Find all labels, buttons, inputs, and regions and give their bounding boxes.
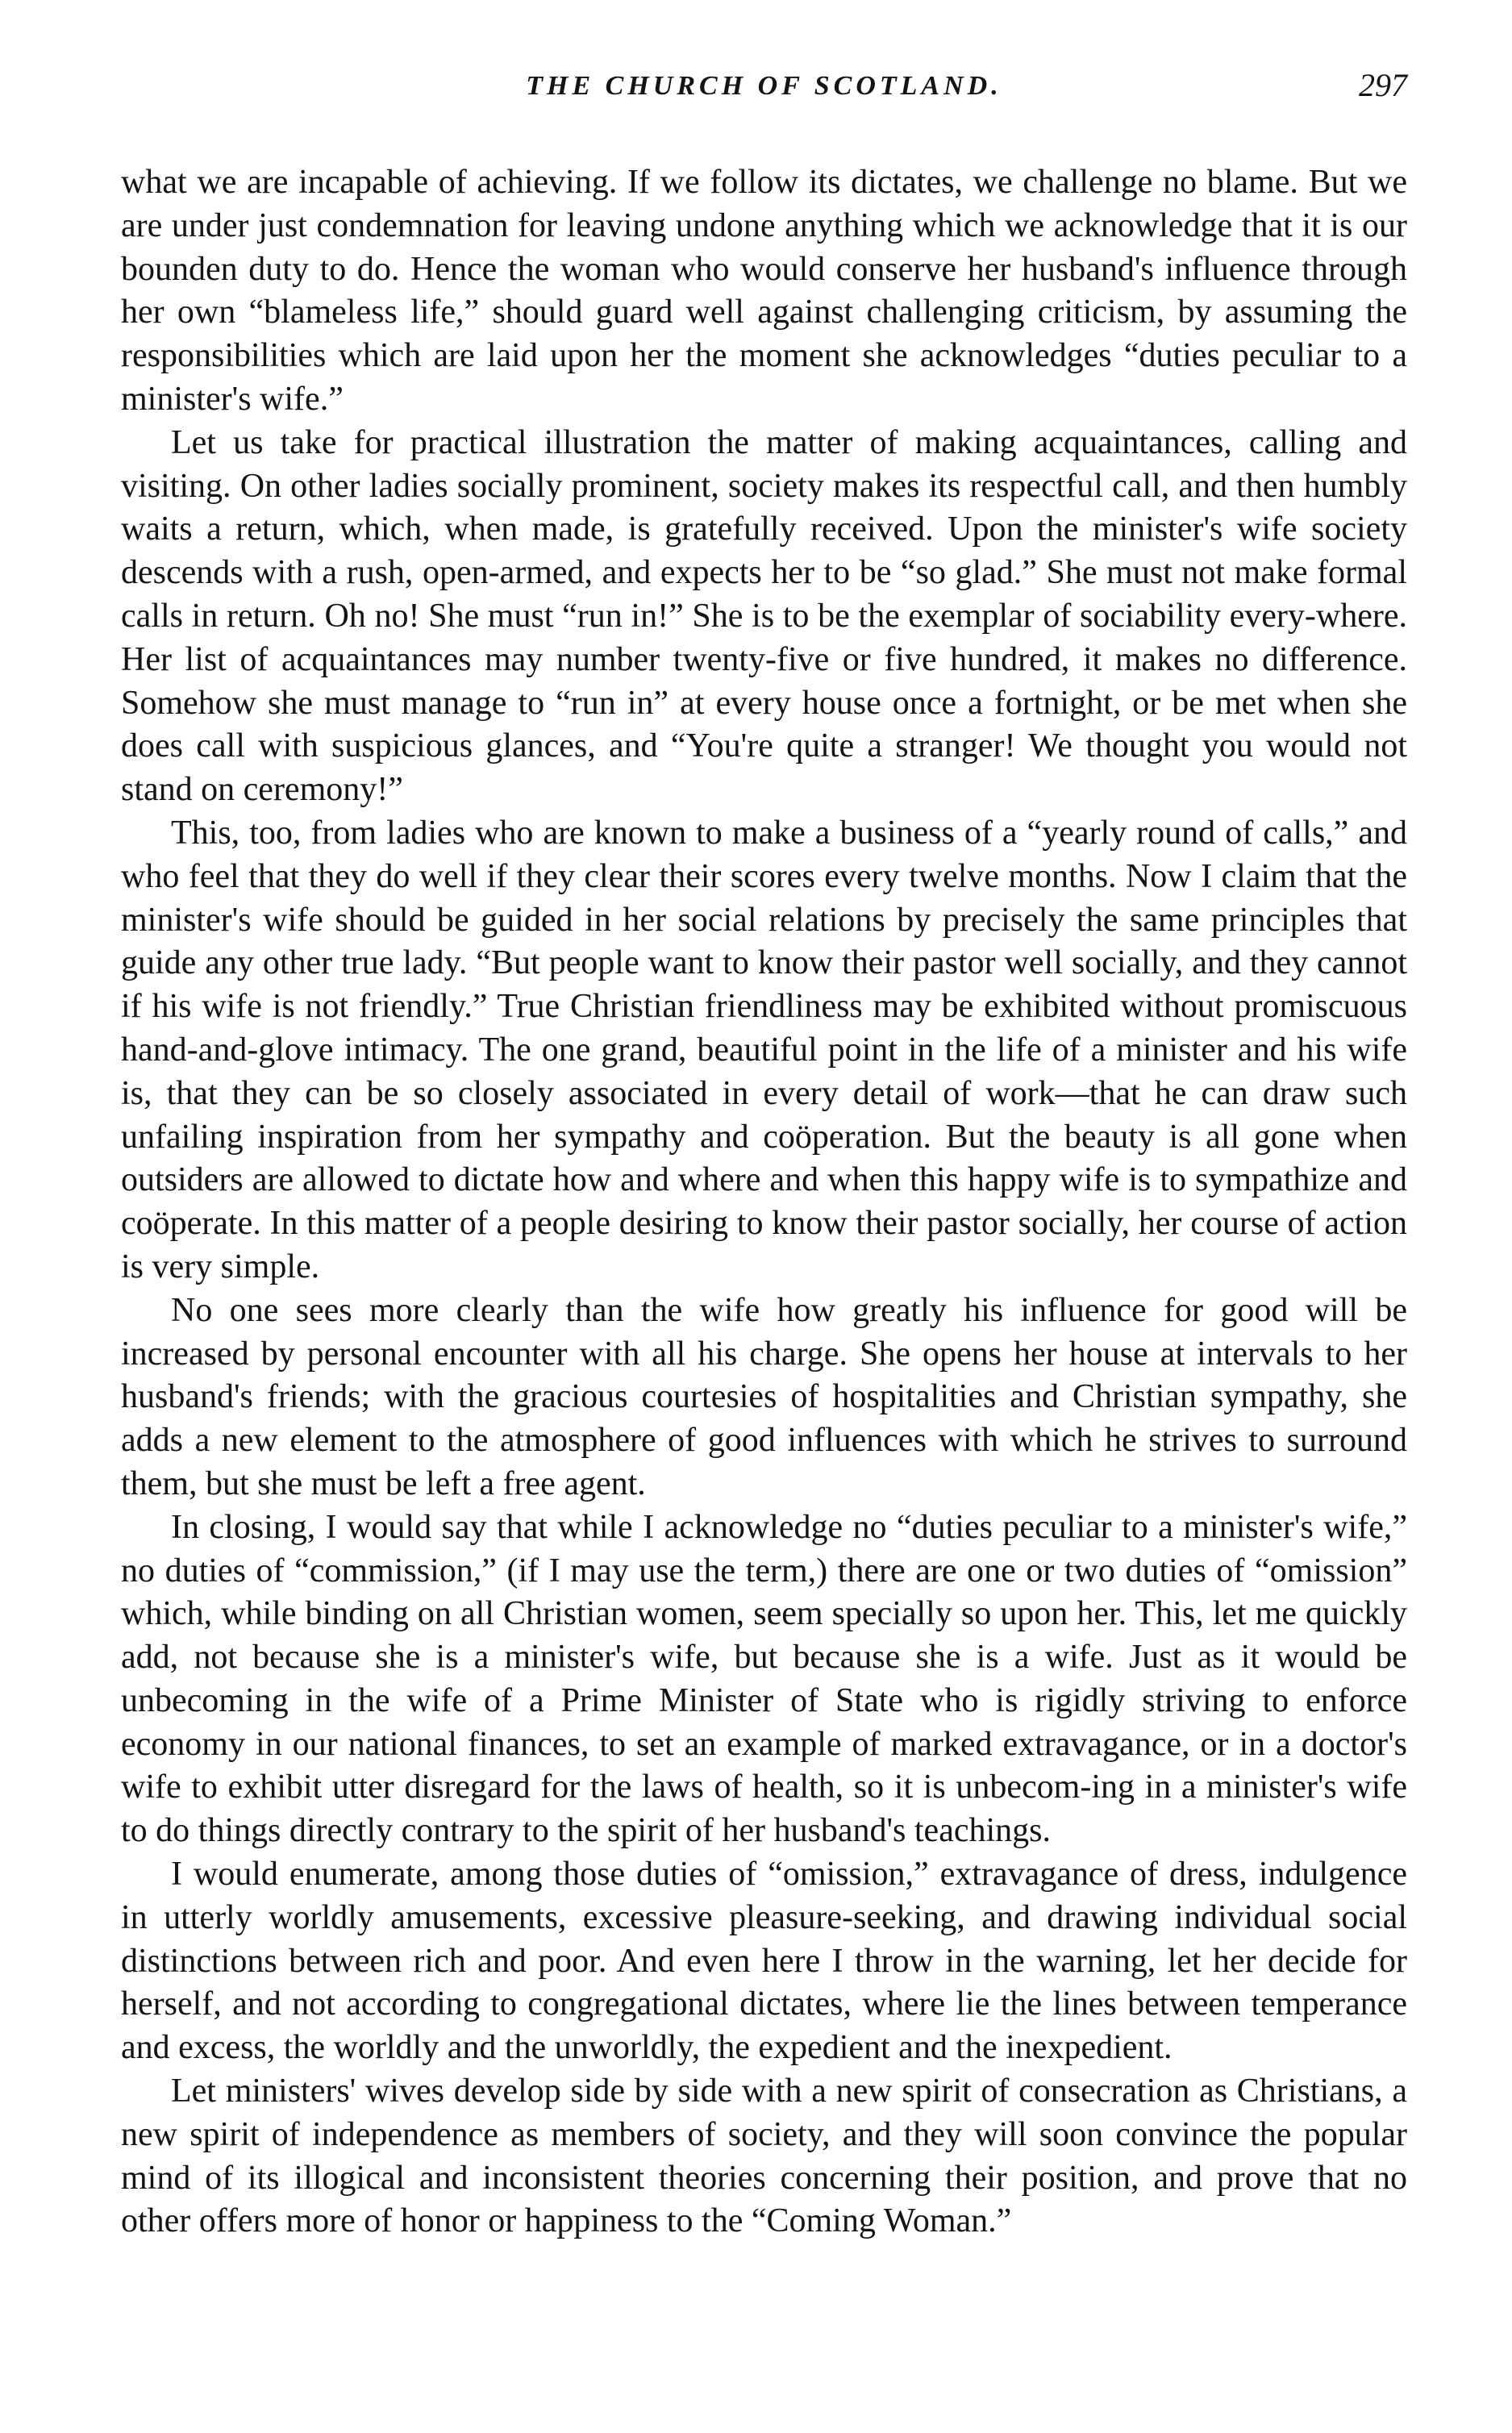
paragraph-influence: No one sees more clearly than the wife how greatly his influence for good will be increased by personal encounter with all his charge. She opens her house at intervals to her husband's friends; with the gracious courtesies of hospitalities and Christian sympathy, she adds a new element to the atmosphere of good influences with which he strives to surround them, but she must be left a free agent.	[121, 1291, 1407, 1502]
paragraph-calling-visiting: Let us take for practical illustration the matter of making acquaintances, calling and visiting. On other ladies socially prominent, society makes its respectful call, and then humbly waits a return, which, when made, is gratefully received. Upon the minister's wife society descends with a rush, open-armed, and expects her to be “so glad.” She must not make formal calls in return. Oh no! She must “run in!” She is to be the exemplar of sociability every-where. Her list of acquaintances may number twenty-five or five hundred, it makes no difference. Somehow she must manage to “run in” at every house once a fortnight, or be met when she does call with suspicious glances, and “You're quite a stranger! We thought you would not stand on ceremony!”	[121, 423, 1407, 809]
paragraph-yearly-calls: This, too, from ladies who are known to make a business of a “yearly round of calls,” and who feel that they do well if they clear their scores every twelve months. Now I claim that the minister's wife should be guided in her social relations by precisely the same principles that guide any other true lady. “But people want to know their pastor well socially, and they cannot if his wife is not friendly.” True Christian friendliness may be exhibited without promiscuous hand-and-glove intimacy. The one grand, beautiful point in the life of a minister and his wife is, that they can be so closely associated in every detail of work—that he can draw such unfailing inspiration from her sympathy and coöperation. But the beauty is all gone when outsiders are allowed to dictate how and where and when this happy wife is to sympathize and coöperate. In this matter of a people desiring to know their pastor socially, her course of action is very simple.	[121, 814, 1407, 1285]
paragraph-conclusion: Let ministers' wives develop side by side with a new spirit of consecration as Christians, a new spirit of independence as members of society, and they will soon convince the popular mind of its illogical and inconsistent theories concerning their position, and prove that no other offers more of honor or happiness to the “Coming Woman.”	[121, 2073, 1407, 2240]
book-page	[121, 63, 1407, 2243]
paragraph-continuation: what we are incapable of achieving. If we follow its dictates, we challenge no blame. But we are under just condemnation for leaving undone anything which we acknowledge that it is our bounden duty to do. Hence the woman who would conserve her husband's influence through her own “blameless life,” should guard well against challenging criticism, by assuming the responsibilities which are laid upon her the moment she acknowledges “duties peculiar to a minister's wife.”	[121, 164, 1407, 418]
body-text	[121, 161, 1407, 2243]
paragraph-closing: In closing, I would say that while I acknowledge no “duties peculiar to a minister's wife,” no duties of “commission,” (if I may use the term,) there are one or two duties of “omission” which, while binding on all Christian women, seem specially so upon her. This, let me quickly add, not because she is a minister's wife, but because she is a wife. Just as it would be unbecoming in the wife of a Prime Minister of State who is rigidly striving to enforce economy in our national finances, to set an example of marked extravagance, or in a doctor's wife to exhibit utter disregard for the laws of health, so it is unbecom-ing in a minister's wife to do things directly contrary to the spirit of her husband's teachings.	[121, 1508, 1407, 1850]
running-head	[121, 63, 1407, 119]
page-number: 297	[1359, 67, 1407, 103]
paragraph-omission: I would enumerate, among those duties of “omission,” extravagance of dress, indulgence in utterly worldly amusements, excessive pleasure-seeking, and drawing individual social distinctions between rich and poor. And even here I throw in the warning, let her decide for herself, and not according to congregational dictates, where lie the lines between temperance and excess, the worldly and the unworldly, the expedient and the inexpedient.	[121, 1856, 1407, 2067]
running-title: THE CHURCH OF SCOTLAND.	[526, 71, 1002, 101]
